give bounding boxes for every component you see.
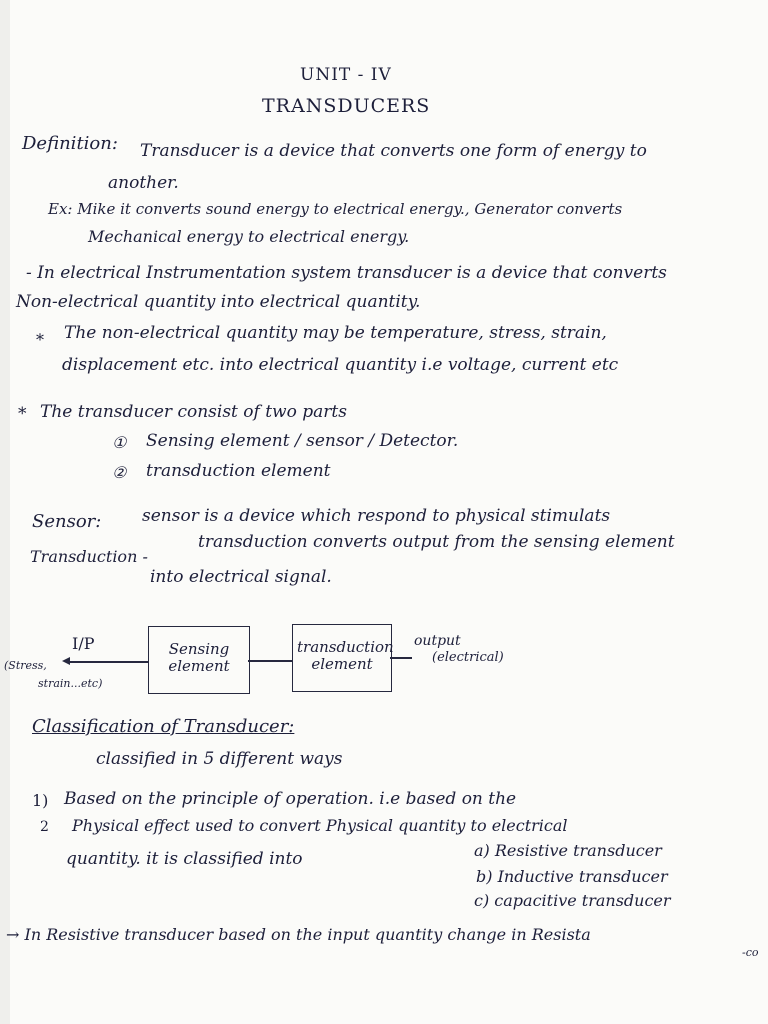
sensing-element-box: [148, 626, 250, 694]
classification-marker-1: 1): [32, 791, 49, 810]
classification-line-3: quantity. it is classified into: [66, 849, 303, 869]
classification-heading: Classification of Transducer:: [32, 716, 295, 737]
definition-line-1: Transducer is a device that converts one form of energy to: [140, 141, 647, 161]
parts-marker-2: ②: [112, 463, 127, 482]
output-line: [390, 657, 412, 659]
bullet-star-icon: ⁎: [36, 325, 44, 344]
parts-heading: The transducer consist of two parts: [40, 402, 347, 422]
connector-line: [248, 660, 292, 662]
classification-marker-2: 2: [40, 819, 49, 835]
parts-item-2: transduction element: [146, 461, 331, 481]
diagram-input-label: I/P: [72, 634, 95, 653]
bullet-line-2: displacement etc. into electrical quantity i.e voltage, current etc: [62, 355, 619, 375]
page-edge: [0, 0, 10, 1024]
diagram-input-note-2: strain...etc): [38, 677, 103, 690]
diagram-input-note-1: (Stress,: [4, 659, 47, 672]
type-resistive: a) Resistive transducer: [474, 841, 662, 860]
classification-subheading: classified in 5 different ways: [96, 749, 343, 769]
input-arrow-icon: [62, 657, 70, 665]
resistive-note-tail: -co: [742, 946, 759, 959]
parts-item-1: Sensing element / sensor / Detector.: [146, 431, 459, 451]
page-title: TRANSDUCERS: [262, 95, 431, 117]
type-inductive: b) Inductive transducer: [476, 867, 668, 886]
classification-line-1: Based on the principle of operation. i.e based on the: [64, 789, 517, 809]
classification-line-2: Physical effect used to convert Physical quantity to electrical: [72, 816, 568, 835]
instrumentation-line-1: - In electrical Instrumentation system transducer is a device that converts: [26, 263, 667, 283]
transduction-element-box: [292, 624, 392, 692]
instrumentation-line-2: Non-electrical quantity into electrical quantity.: [16, 292, 421, 312]
transduction-element-label: transduction element: [297, 638, 394, 673]
sensing-element-label: Sensing element: [168, 640, 230, 675]
parts-marker-1: ①: [112, 433, 127, 452]
definition-label: Definition:: [22, 133, 118, 154]
example-line-2: Mechanical energy to electrical energy.: [88, 227, 410, 246]
input-arrow-line: [68, 661, 148, 663]
transduction-line-2: into electrical signal.: [150, 567, 332, 587]
transduction-line-1: transduction converts output from the sensing element: [198, 532, 675, 552]
type-capacitive: c) capacitive transducer: [474, 891, 671, 910]
transduction-label: Transduction -: [30, 547, 148, 566]
diagram-output-note: (electrical): [432, 650, 504, 665]
resistive-note-line: → In Resistive transducer based on the input quantity change in Resista: [6, 925, 591, 944]
example-line-1: Ex: Mike it converts sound energy to electrical energy., Generator converts: [48, 200, 623, 218]
sensor-label: Sensor:: [32, 511, 102, 532]
parts-star-icon: *: [18, 404, 27, 424]
definition-line-2: another.: [108, 173, 179, 193]
diagram-output-label: output: [414, 633, 461, 649]
bullet-line-1: The non-electrical quantity may be temperature, stress, strain,: [64, 323, 607, 343]
sensor-text: sensor is a device which respond to physical stimulats: [142, 506, 611, 526]
unit-heading: UNIT - IV: [300, 65, 392, 85]
